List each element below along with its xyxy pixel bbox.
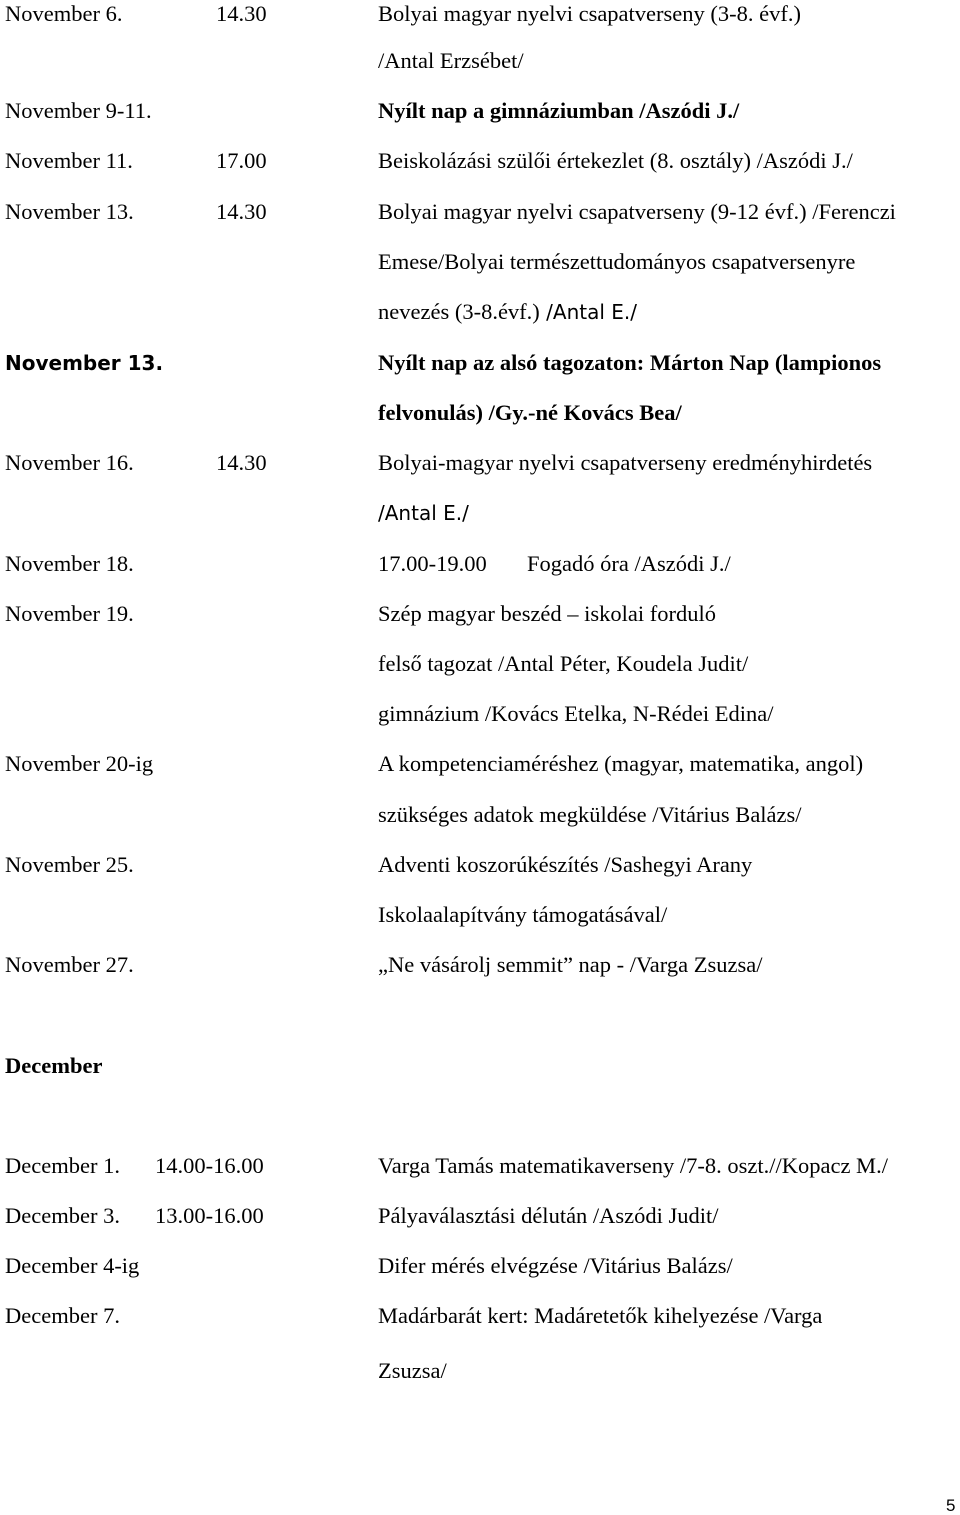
schedule-row [0,248,960,298]
event-description: gimnázium /Kovács Etelka, N-Rédei Edina/ [378,701,774,726]
event-description: felvonulás) /Gy.-né Kovács Bea/ [378,400,682,425]
schedule-row [0,901,960,951]
schedule-row [0,1152,960,1202]
schedule-row [0,750,960,800]
event-description: Bolyai magyar nyelvi csapatverseny (3-8. évf.) [378,1,801,26]
event-description: Zsuzsa/ [378,1358,447,1383]
schedule-row [0,650,960,700]
event-date: November 13. [5,199,134,224]
event-time: 14.30 [216,199,267,224]
event-date: November 27. [5,952,134,977]
schedule-row [0,851,960,901]
event-date: November 11. [5,148,133,173]
schedule-row [0,97,960,147]
event-description: Madárbarát kert: Madáretetők kihelyezése /Varga [378,1303,823,1328]
event-time: 14.30 [216,450,267,475]
event-description: szükséges adatok megküldése /Vitárius Balázs/ [378,802,802,827]
event-time: 13.00-16.00 [155,1203,264,1228]
event-date: November 18. [5,551,134,576]
event-description: Nyílt nap a gimnáziumban /Aszódi J./ [378,98,740,123]
event-description: A kompetenciaméréshez (magyar, matematika, angol) [378,751,864,776]
event-description [378,298,637,326]
event-date: November 25. [5,852,134,877]
event-date: December 1. [5,1153,120,1178]
schedule-row [0,550,960,600]
event-description: Bolyai-magyar nyelvi csapatverseny eredményhirdetés [378,450,873,475]
event-description: Bolyai magyar nyelvi csapatverseny (9-12 évf.) /Ferenczi [378,199,896,224]
schedule-row [0,700,960,750]
event-time: 14.00-16.00 [155,1153,264,1178]
event-description: Adventi koszorúkészítés /Sashegyi Arany [378,852,753,877]
schedule-row [0,801,960,851]
event-description: Varga Tamás matematikaverseny /7-8. oszt.//Kopacz M./ [378,1153,888,1178]
schedule-row [0,600,960,650]
event-time: 14.30 [216,1,267,26]
schedule-row [0,198,960,248]
event-date: November 20-ig [5,751,154,776]
event-date: November 6. [5,1,123,26]
event-date: November 19. [5,601,134,626]
event-description: Fogadó óra /Aszódi J./ [527,551,731,576]
schedule-row [0,399,960,449]
event-description-part: /Antal E./ [539,300,637,324]
event-description: Beiskolázási szülői értekezlet (8. osztály) /Aszódi J./ [378,148,853,173]
schedule-row [0,1357,960,1407]
event-time: 17.00 [216,148,267,173]
schedule-row [0,0,960,50]
event-date: December 4-ig [5,1253,140,1278]
schedule-row [0,1302,960,1352]
schedule-row [0,349,960,399]
event-date: November 16. [5,450,134,475]
event-description: Szép magyar beszéd – iskolai forduló [378,601,717,626]
event-description: Difer mérés elvégzése /Vitárius Balázs/ [378,1253,733,1278]
event-description-part: nevezés (3-8.évf.) [378,299,540,324]
event-date: November 13. [5,351,164,375]
schedule-row [0,449,960,499]
schedule-row [0,147,960,197]
event-description: /Antal E./ [378,501,469,525]
event-description: felső tagozat /Antal Péter, Koudela Judit/ [378,651,749,676]
event-description: /Antal Erzsébet/ [378,48,524,73]
schedule-row [0,499,960,549]
schedule-row [0,298,960,348]
event-description: Emese/Bolyai természettudományos csapatversenyre [378,249,856,274]
section-heading: December [5,1053,103,1078]
schedule-row [0,1202,960,1252]
event-description: Nyílt nap az alsó tagozaton: Márton Nap (lampionos [378,350,882,375]
event-date: December 3. [5,1203,120,1228]
schedule-row [0,47,960,97]
schedule-row [0,951,960,1001]
event-description: „Ne vásárolj semmit” nap - /Varga Zsuzsa/ [378,952,763,977]
event-date: December 7. [5,1303,120,1328]
event-time: 17.00-19.00 [378,551,487,576]
event-description: Pályaválasztási délután /Aszódi Judit/ [378,1203,719,1228]
event-date: November 9-11. [5,98,152,123]
page-number: 5 [946,1496,956,1515]
event-description: Iskolaalapítvány támogatásával/ [378,902,668,927]
schedule-row [0,1252,960,1302]
